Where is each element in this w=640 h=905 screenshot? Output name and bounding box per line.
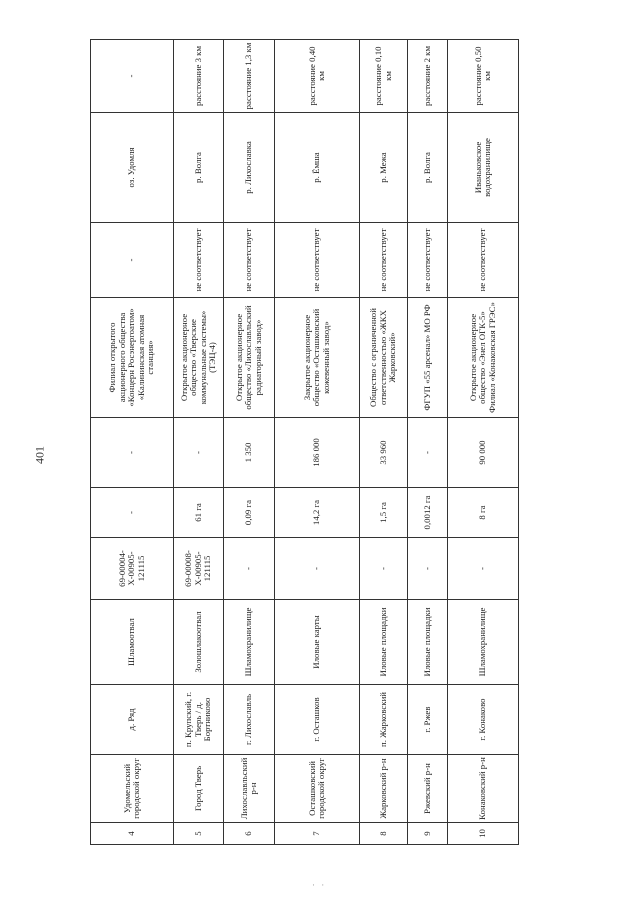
row-number-cell: 8 [360, 823, 408, 845]
distance-cell: расстояние 3 км [174, 40, 224, 113]
locality-cell: г. Конаково [448, 685, 519, 755]
distance-cell: расстояние 0,50 км [448, 40, 519, 113]
area-cell: 8 га [448, 488, 519, 538]
operator-cell: Закрытое акционерное общество «Осташковский кожевенный завод» [275, 298, 360, 418]
volume-cell: - [174, 418, 224, 488]
compliance-cell: не соответствует [174, 223, 224, 298]
table-row [360, 40, 408, 845]
table-row [275, 40, 360, 845]
distance-cell: расстояние 0,40 км [275, 40, 360, 113]
operator-cell: ФГУП «55 арсенал» МО РФ [408, 298, 448, 418]
district-cell: Лихославльский р-н [224, 755, 275, 823]
table-row [448, 40, 519, 845]
rotated-table-container [90, 40, 518, 845]
distance-cell: расстояние 2 км [408, 40, 448, 113]
object-type-cell: Иловые карты [275, 600, 360, 685]
area-cell: 61 га [174, 488, 224, 538]
row-number-cell: 10 [448, 823, 519, 845]
registry-number-cell: - [448, 538, 519, 600]
compliance-cell: не соответствует [360, 223, 408, 298]
water-body-cell: р. Межа [360, 113, 408, 223]
water-body-cell: р. Волга [174, 113, 224, 223]
volume-cell: - [408, 418, 448, 488]
registry-number-cell: - [360, 538, 408, 600]
locality-cell: п. Крупский, г. Тверь / д. Бортниково [174, 685, 224, 755]
page-number: 401 [32, 446, 47, 464]
registry-number-cell: 69-00004-Х-00905-121115 [91, 538, 174, 600]
distance-cell: расстояние 0,10 км [360, 40, 408, 113]
operator-cell: Общество с ограниченной ответственностью «ЖКХ Жарковский» [360, 298, 408, 418]
operator-cell: Открытое акционерное общество «Тверские коммунальные системы» (ТЭЦ-4) [174, 298, 224, 418]
area-cell: 0,09 га [224, 488, 275, 538]
compliance-cell: не соответствует [275, 223, 360, 298]
scan-mark: · · [312, 880, 327, 890]
district-cell: Жарковский р-н [360, 755, 408, 823]
district-cell: Конаковский р-н [448, 755, 519, 823]
row-number-cell: 7 [275, 823, 360, 845]
compliance-cell: не соответствует [448, 223, 519, 298]
object-type-cell: Шламоотвал [91, 600, 174, 685]
operator-cell: Открытое акционерное общество «Энел ОГК-5» Филиал «Конаковская ГРЭС» [448, 298, 519, 418]
object-type-cell: Шламохранилище [448, 600, 519, 685]
distance-cell: - [91, 40, 174, 113]
waste-facilities-table [90, 39, 519, 845]
volume-cell: - [91, 418, 174, 488]
district-cell: Ржевский р-н [408, 755, 448, 823]
district-cell: Город Тверь [174, 755, 224, 823]
registry-number-cell: 69-00008-Х-00905-121115 [174, 538, 224, 600]
locality-cell: г. Лихославль [224, 685, 275, 755]
distance-cell: расстояние 1,3 км [224, 40, 275, 113]
volume-cell: 186 000 [275, 418, 360, 488]
water-body-cell: р. Волга [408, 113, 448, 223]
object-type-cell: Иловые площадки [360, 600, 408, 685]
locality-cell: д. Ряд [91, 685, 174, 755]
table-row [91, 40, 174, 845]
registry-number-cell: - [408, 538, 448, 600]
volume-cell: 90 000 [448, 418, 519, 488]
compliance-cell: не соответствует [408, 223, 448, 298]
volume-cell: 1 350 [224, 418, 275, 488]
district-cell: Осташковский городской округ [275, 755, 360, 823]
row-number-cell: 4 [91, 823, 174, 845]
table-row [224, 40, 275, 845]
row-number-cell: 9 [408, 823, 448, 845]
volume-cell: 33 960 [360, 418, 408, 488]
object-type-cell: Золошлакоотвал [174, 600, 224, 685]
operator-cell: Открытое акционерное общество «Лихославльский радиаторный завод» [224, 298, 275, 418]
table-row [174, 40, 224, 845]
compliance-cell: - [91, 223, 174, 298]
operator-cell: Филиал открытого акционерного общества «Концерн Росэнергоатом» «Калининская атомная станция» [91, 298, 174, 418]
area-cell: 14,2 га [275, 488, 360, 538]
row-number-cell: 6 [224, 823, 275, 845]
area-cell: 0,0012 га [408, 488, 448, 538]
water-body-cell: Иваньковское водохранилище [448, 113, 519, 223]
row-number-cell: 5 [174, 823, 224, 845]
object-type-cell: Шламохранилище [224, 600, 275, 685]
table-row [408, 40, 448, 845]
locality-cell: п. Жарковский [360, 685, 408, 755]
district-cell: Удомельский городской округ [91, 755, 174, 823]
registry-number-cell: - [275, 538, 360, 600]
water-body-cell: р. Лихославка [224, 113, 275, 223]
object-type-cell: Иловые площадки [408, 600, 448, 685]
area-cell: - [91, 488, 174, 538]
compliance-cell: не соответствует [224, 223, 275, 298]
water-body-cell: р. Ёмша [275, 113, 360, 223]
locality-cell: г. Ржев [408, 685, 448, 755]
registry-number-cell: - [224, 538, 275, 600]
area-cell: 1,5 га [360, 488, 408, 538]
locality-cell: г. Осташков [275, 685, 360, 755]
water-body-cell: оз. Удомля [91, 113, 174, 223]
